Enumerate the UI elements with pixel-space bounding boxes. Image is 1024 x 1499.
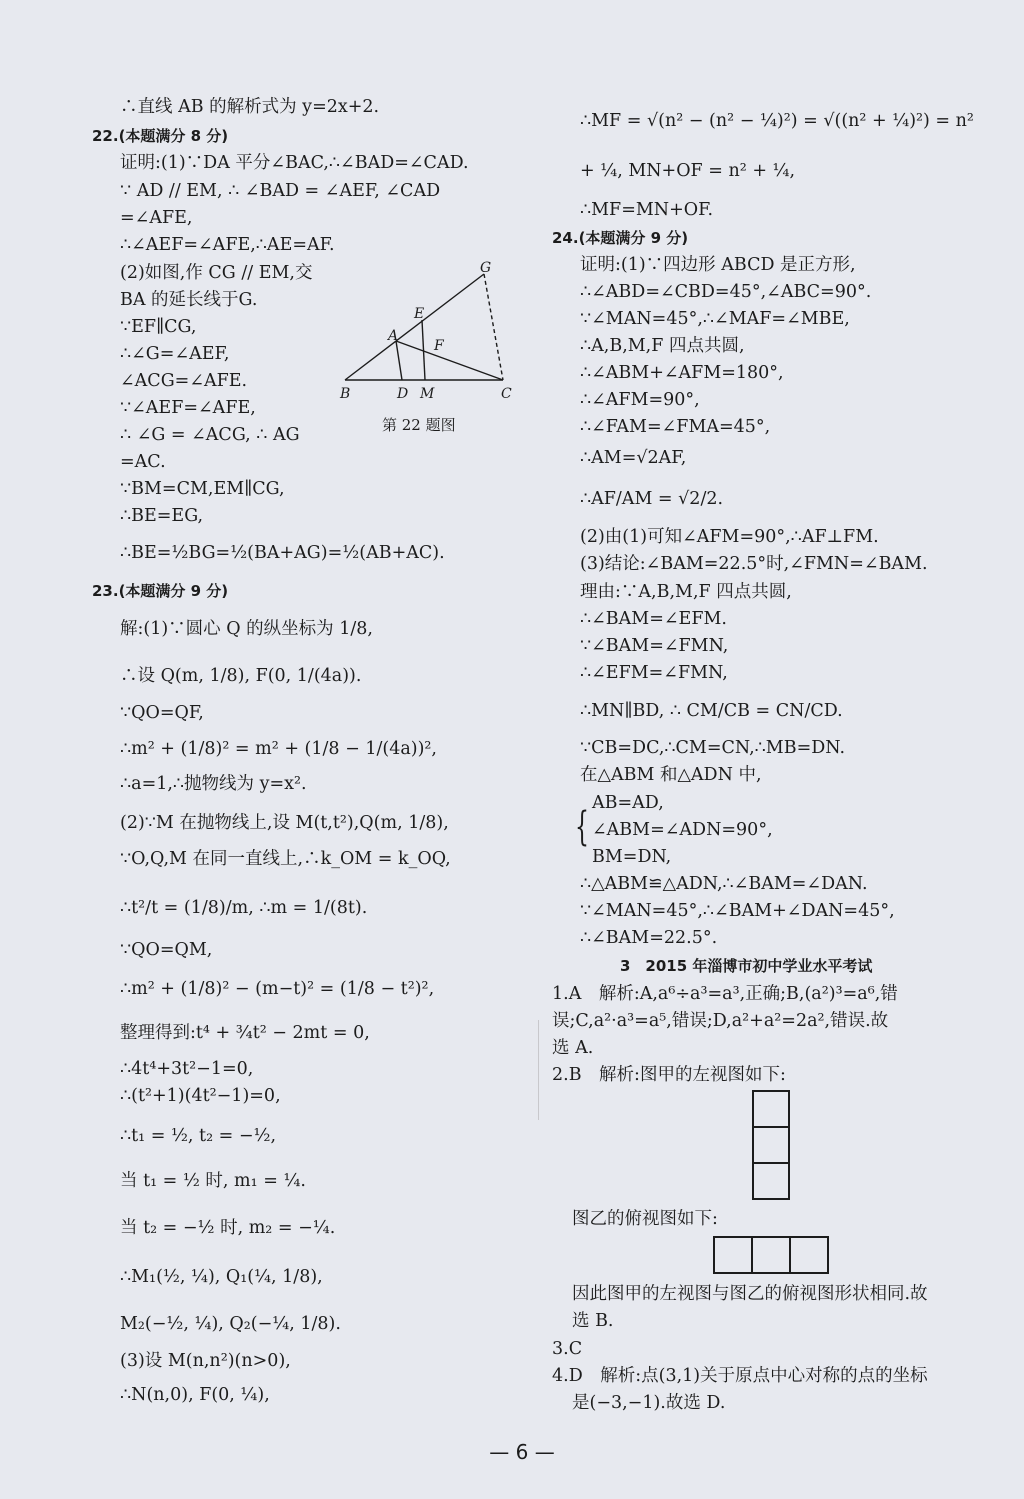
segment-bg [345,274,484,380]
text-line: ∴BE=EG, [120,506,204,526]
label-f: F [434,338,444,354]
label-e: E [414,306,425,322]
text-line: ∴(t²+1)(4t²−1)=0, [120,1086,281,1106]
text-line: ∴∠FAM=∠FMA=45°, [580,417,771,437]
text-line: ∴∠AFM=90°, [580,390,700,410]
text-line: ∴AM=√2AF, [580,448,687,468]
text-line: ∴A,B,M,F 四点共圆, [580,336,745,356]
top-view-square [751,1236,791,1274]
text-line: ∴m² + (1/8)² = m² + (1/8 − 1/(4a))², [120,739,437,759]
text-line: ∵BM=CM,EM∥CG, [120,479,285,499]
text-line: ∵CB=DC,∴CM=CN,∴MB=DN. [580,738,846,758]
text-line: 3.C [552,1339,583,1359]
text-line: ∵EF∥CG, [120,317,197,337]
label-c: C [501,386,512,402]
segment-cg [484,274,503,380]
left-view-square [752,1090,790,1128]
triangle-figure [330,260,530,440]
text-line: ∴△ABM≌△ADN,∴∠BAM=∠DAN. [580,874,868,894]
text-line: 当 t₁ = ½ 时, m₁ = ¼. [120,1171,306,1191]
text-line: ∴MF = √(n² − (n² − ¼)²) = √((n² + ¼)²) = n² [580,111,974,131]
text-line: 在△ABM 和△ADN 中, [580,765,762,785]
problem-23-header: 23.(本题满分 9 分) [92,582,229,600]
text-line: ∵QO=QF, [120,703,204,723]
text-line: ∴∠BAM=22.5°. [580,928,718,948]
brace: { [575,804,589,850]
text-line: ∴MN∥BD, ∴ CM/CB = CN/CD. [580,701,843,721]
top-view-square [713,1236,753,1274]
text-line: ∴∠ABD=∠CBD=45°,∠ABC=90°. [580,282,872,302]
label-g: G [480,260,492,276]
text-line: ∵∠BAM=∠FMN, [580,636,729,656]
text-line: 误;C,a²·a³=a⁵,错误;D,a²+a²=2a²,错误.故 [552,1011,889,1031]
text-line: 是(−3,−1).故选 D. [572,1393,726,1413]
text-line: (3)结论:∠BAM=22.5°时,∠FMN=∠BAM. [580,554,928,574]
figure-caption: 第 22 题图 [382,416,456,434]
text-line: ∵∠MAN=45°,∴∠BAM+∠DAN=45°, [580,901,895,921]
text-line: ∴∠AEF=∠AFE,∴AE=AF. [120,235,335,255]
segment-ad [396,341,402,380]
text-line: ∴∠G=∠AEF, [120,344,230,364]
text-line: (2)如图,作 CG // EM,交 [120,263,313,283]
text-line: ∴直线 AB 的解析式为 y=2x+2. [120,97,380,117]
label-b: B [340,386,351,402]
text-line: ∴∠BAM=∠EFM. [580,609,727,629]
text-line: 2.B 解析:图甲的左视图如下: [552,1065,786,1085]
text-line: (2)∵M 在抛物线上,设 M(t,t²),Q(m, 1/8), [120,813,449,833]
text-line: ∴t²/t = (1/8)/m, ∴m = 1/(8t). [120,898,368,918]
text-line: ∴4t⁴+3t²−1=0, [120,1059,254,1079]
text-line: ∴ ∠G = ∠ACG, ∴ AG [120,425,300,445]
text-line: + ¼, MN+OF = n² + ¼, [580,161,796,181]
text-line: ∵∠AEF=∠AFE, [120,398,256,418]
section-title: 3 2015 年淄博市初中学业水平考试 [620,957,873,975]
text-line: 当 t₂ = −½ 时, m₂ = −¼. [120,1218,336,1238]
text-line: 选 A. [552,1038,594,1058]
text-line: =AC. [120,452,166,472]
text-line: ∠ABM=∠ADN=90°, [592,820,773,840]
column-divider [538,1020,539,1120]
text-line: ∴m² + (1/8)² − (m−t)² = (1/8 − t²)², [120,979,435,999]
text-line: 证明:(1)∵四边形 ABCD 是正方形, [580,255,856,275]
text-line: ∴AF/AM = √2/2. [580,489,724,509]
text-line: ∠ACG=∠AFE. [120,371,248,391]
left-view-square [752,1126,790,1164]
text-line: ∴M₁(½, ¼), Q₁(¼, 1/8), [120,1267,323,1287]
text-line: 1.A 解析:A,a⁶÷a³=a³,正确;B,(a²)³=a⁶,错 [552,984,898,1004]
triangle-diagram [330,260,530,440]
text-line: ∵QO=QM, [120,940,213,960]
text-line: 整理得到:t⁴ + ¾t² − 2mt = 0, [120,1023,370,1043]
text-line: 理由:∵A,B,M,F 四点共圆, [580,582,792,602]
text-line: ∴设 Q(m, 1/8), F(0, 1/(4a)). [120,666,362,686]
text-line: AB=AD, [592,793,664,813]
text-line: ∴∠EFM=∠FMN, [580,663,728,683]
text-line: 4.D 解析:点(3,1)关于原点中心对称的点的坐标 [552,1366,928,1386]
text-line: ∴MF=MN+OF. [580,200,714,220]
text-line: BM=DN, [592,847,672,867]
text-line: ∵O,Q,M 在同一直线上,∴k_OM = k_OQ, [120,849,451,869]
text-line: ∵∠MAN=45°,∴∠MAF=∠MBE, [580,309,850,329]
text-line: 选 B. [572,1311,614,1331]
text-line: 解:(1)∵圆心 Q 的纵坐标为 1/8, [120,619,373,639]
text-line: ∴a=1,∴抛物线为 y=x². [120,774,307,794]
segment-ac [396,341,503,380]
label-m: M [420,386,435,402]
text-line: M₂(−½, ¼), Q₂(−¼, 1/8). [120,1314,341,1334]
label-a: A [388,328,399,344]
text-line: ∴N(n,0), F(0, ¼), [120,1385,270,1405]
text-line: (2)由(1)可知∠AFM=90°,∴AF⊥FM. [580,527,879,547]
text-line: 证明:(1)∵DA 平分∠BAC,∴∠BAD=∠CAD. [120,153,469,173]
text-line: (3)设 M(n,n²)(n>0), [120,1351,291,1371]
page-number: — 6 — [489,1440,555,1464]
text-line: 因此图甲的左视图与图乙的俯视图形状相同.故 [572,1284,928,1304]
left-view-square [752,1162,790,1200]
text-line: BA 的延长线于G. [120,290,258,310]
text-line: =∠AFE, [120,208,193,228]
text-line: 图乙的俯视图如下: [572,1209,718,1229]
problem-22-header: 22.(本题满分 8 分) [92,127,229,145]
text-line: ∵ AD // EM, ∴ ∠BAD = ∠AEF, ∠CAD [120,181,441,201]
text-line: ∴t₁ = ½, t₂ = −½, [120,1126,277,1146]
label-d: D [397,386,409,402]
text-line: ∴BE=½BG=½(BA+AG)=½(AB+AC). [120,543,445,563]
top-view-square [789,1236,829,1274]
text-line: ∴∠ABM+∠AFM=180°, [580,363,784,383]
problem-24-header: 24.(本题满分 9 分) [552,229,689,247]
